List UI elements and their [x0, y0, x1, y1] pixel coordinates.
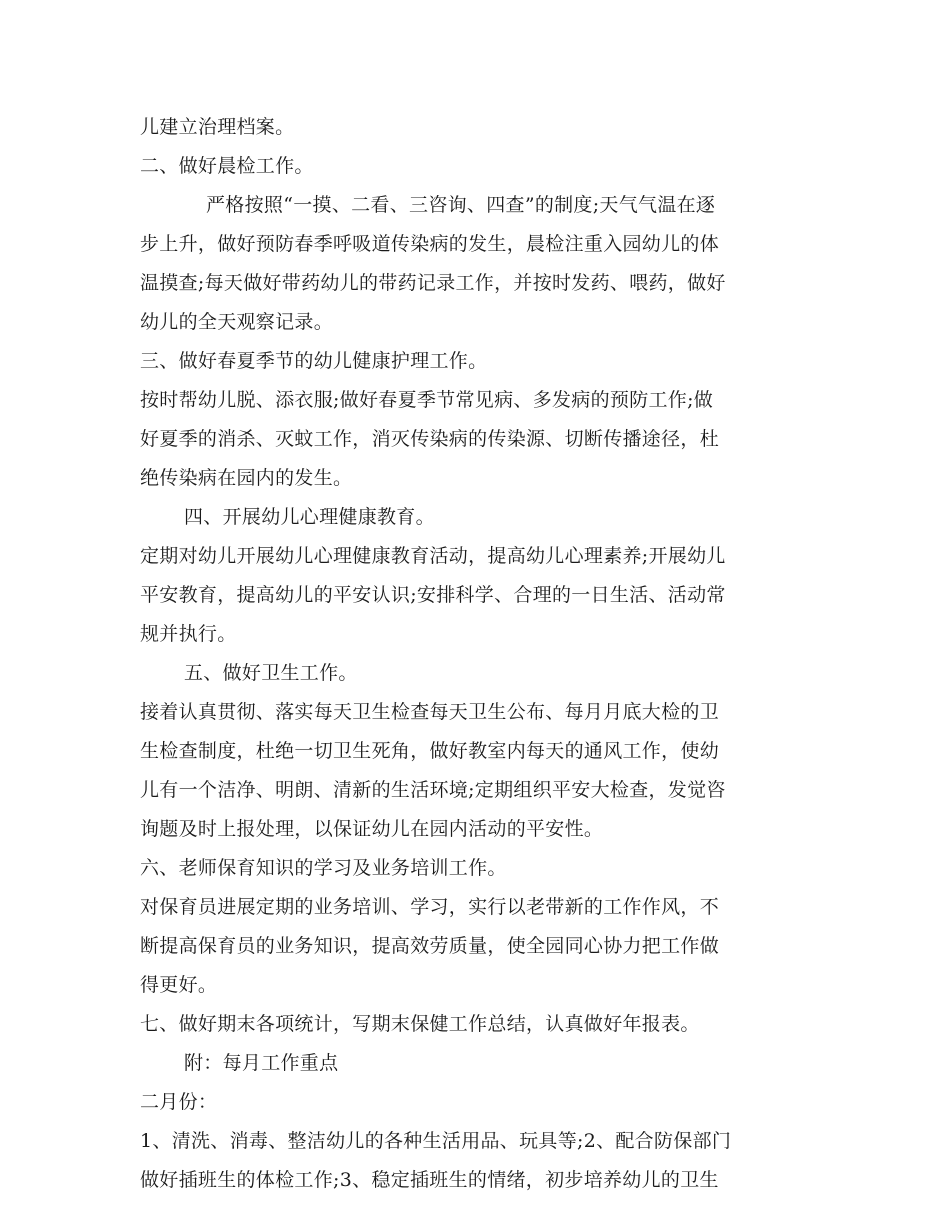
appendix-heading: 附：每月工作重点 — [184, 1052, 339, 1074]
text-line: 儿建立治理档案。 — [140, 116, 295, 138]
month-heading: 二月份： — [140, 1091, 218, 1113]
text-line: 严格按照“一摸、二看、三咨询、四查”的制度;天气气温在逐 — [206, 194, 716, 216]
text-line: 按时帮幼儿脱、添衣服;做好春夏季节常见病、多发病的预防工作;做 — [140, 389, 714, 411]
text-line: 询题及时上报处理，以保证幼儿在园内活动的平安性。 — [140, 818, 604, 840]
text-line: 断提高保育员的业务知识，提高效劳质量，使全园同心协力把工作做 — [140, 935, 720, 957]
text-line: 平安教育，提高幼儿的平安认识;安排科学、合理的一日生活、活动常 — [140, 584, 726, 606]
text-line: 定期对幼儿开展幼儿心理健康教育活动，提高幼儿心理素养;开展幼儿 — [140, 545, 726, 567]
text-line: 得更好。 — [140, 974, 218, 996]
text-line: 好夏季的消杀、灭蚊工作，消灭传染病的传染源、切断传播途径，杜 — [140, 428, 720, 450]
text-line: 儿有一个洁净、明朗、清新的生活环境;定期组织平安大检查，发觉咨 — [140, 779, 726, 801]
text-line: 对保育员进展定期的业务培训、学习，实行以老带新的工作作风，不 — [140, 896, 720, 918]
section-heading: 六、老师保育知识的学习及业务培训工作。 — [140, 857, 507, 879]
document-page — [140, 108, 820, 1200]
section-heading: 七、做好期末各项统计，写期末保健工作总结，认真做好年报表。 — [140, 1013, 700, 1035]
text-line: 生检查制度，杜绝一切卫生死角，做好教室内每天的通风工作，使幼 — [140, 740, 720, 762]
text-line: 做好插班生的体检工作;3、稳定插班生的情绪，初步培养幼儿的卫生 — [140, 1169, 719, 1191]
section-heading: 三、做好春夏季节的幼儿健康护理工作。 — [140, 350, 488, 372]
text-line: 幼儿的全天观察记录。 — [140, 311, 334, 333]
text-line: 1、清洗、消毒、整洁幼儿的各种生活用品、玩具等;2、配合防保部门 — [140, 1130, 732, 1152]
text-line: 绝传染病在园内的发生。 — [140, 467, 353, 489]
section-heading: 二、做好晨检工作。 — [140, 155, 314, 177]
section-heading: 五、做好卫生工作。 — [184, 662, 358, 684]
text-line: 接着认真贯彻、落实每天卫生检查每天卫生公布、每月月底大检的卫 — [140, 701, 720, 723]
text-line: 规并执行。 — [140, 623, 237, 645]
text-line: 步上升，做好预防春季呼吸道传染病的发生，晨检注重入园幼儿的体 — [140, 233, 720, 255]
section-heading: 四、开展幼儿心理健康教育。 — [184, 506, 435, 528]
text-line: 温摸查;每天做好带药幼儿的带药记录工作，并按时发药、喂药，做好 — [140, 272, 726, 294]
